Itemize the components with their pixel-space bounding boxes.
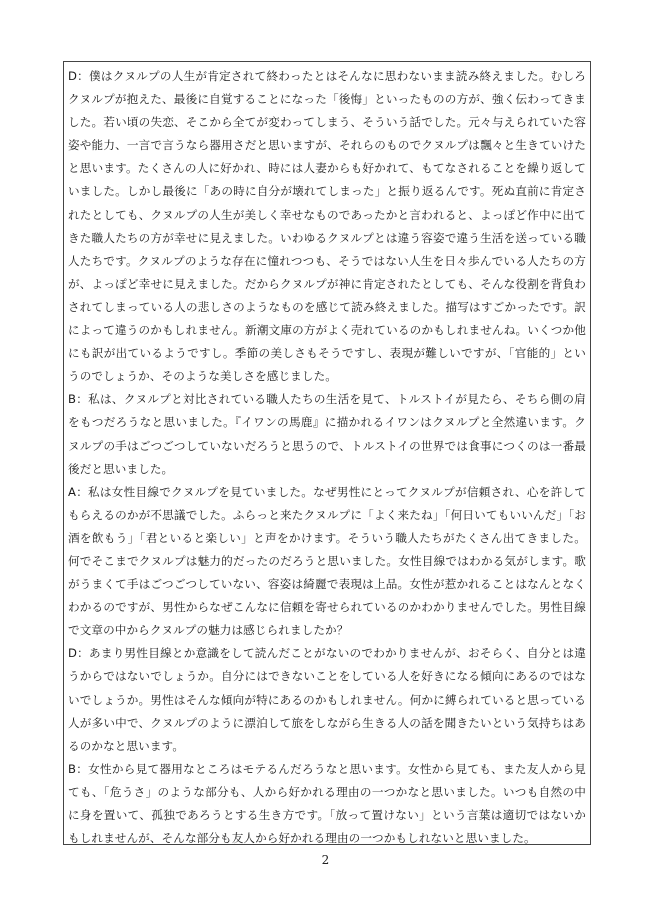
paragraph-d-1: D：僕はクヌルプの人生が肯定されて終わったとはそんなに思わないまま読み終えました。むしろクヌルプが抱えた、最後に自覚することになった「後悔」といったものの方が、強く伝わってきました。若い頃の失恋、そこから全てが変わってしまう、そういう話でした。元々与えられていた容姿や能力、一言で言うなら器用さだと思いますが、それらのものでクヌルプは飄々と生きていけたと思います。たくさんの人に好かれ、時には人妻からも好かれて、もてなされることを繰り返していました。しかし最後に「あの時に自分が壊れてしまった」と振り返るんです。死ぬ直前に肯定されたとしても、クヌルプの人生が美しく幸せなものであったかと言われると、よっぽど作中に出てきた職人たちの方が幸せに見えました。いわゆるクヌルプとは違う容姿で違う生活を送っている職人たちです。クヌルプのような存在に憧れつつも、そうではない人生を日々歩んでいる人たちの方が、よっぽど幸せに見えました。だからクヌルプが神に肯定されたとしても、そんな役割を背負わされてしまっている人の悲しさのようなものを感じて読み終えました。描写はすごかったです。訳によって違うのかもしれません。新潮文庫の方がよく売れているのかもしれませんね。いくつか他にも訳が出ているようですし。季節の美しさもそうですし、表現が難しいですが、「官能的」というのでしょうか、そのような美しさを感じました。 bbox=[68, 69, 586, 384]
text-frame bbox=[63, 61, 591, 845]
paragraph-d-2: D：あまり男性目線とか意識をして読んだことがないのでわかりませんが、おそらく、自分とは違うからではないでしょうか。自分にはできないことをしている人を好きになる傾向にあるのではないでしょうか。男性はそんな傾向が特にあるのかもしれません。何かに縛られていると思っている人が多い中で、クヌルプのように漂泊して旅をしながら生きる人の話を聞きたいという気持ちはあるのかなと思います。 bbox=[68, 646, 586, 753]
paragraph-a-1: A：私は女性目線でクヌルプを見ていました。なぜ男性にとってクヌルプが信頼され、心を許してもらえるのかが不思議でした。ふらっと来たクヌルプに「よく来たね」「何日いてもいいんだ」「お酒を飲もう」「君といると楽しい」と声をかけます。そういう職人たちがたくさん出てきました。何でそこまでクヌルプは魅力的だったのだろうと思いました。女性目線ではわかる気がします。歌がうまくて手はごつごつしていない、容姿は綺麗で表現は上品。女性が惹かれることはなんとなくわかるのですが、男性からなぜこんなに信頼を寄せられているのかわかりませんでした。男性目線で文章の中からクヌルプの魅力は感じられましたか？ bbox=[68, 484, 586, 638]
paragraph-b-1: B：私は、クヌルプと対比されている職人たちの生活を見て、トルストイが見たら、そちら側の肩をもつだろうなと思いました。『イワンの馬鹿』に描かれるイワンはクヌルプと全然違います。クヌルプの手はごつごつしていないだろうと思うので、トルストイの世界では食事につくのは一番最後だと思いました。 bbox=[68, 392, 586, 476]
paragraph-b-2: B：女性から見て器用なところはモテるんだろうなと思います。女性から見ても、また友人から見ても、「危うさ」のような部分も、人から好かれる理由の一つかなと思いました。いつも自然の中に身を置いて、孤独であろうとする生き方です。「放って置けない」という言葉は適切ではないかもしれませんが、そんな部分も友人から好かれる理由の一つかもしれないと思いました。 bbox=[68, 761, 586, 845]
page-number: 2 bbox=[321, 853, 330, 867]
